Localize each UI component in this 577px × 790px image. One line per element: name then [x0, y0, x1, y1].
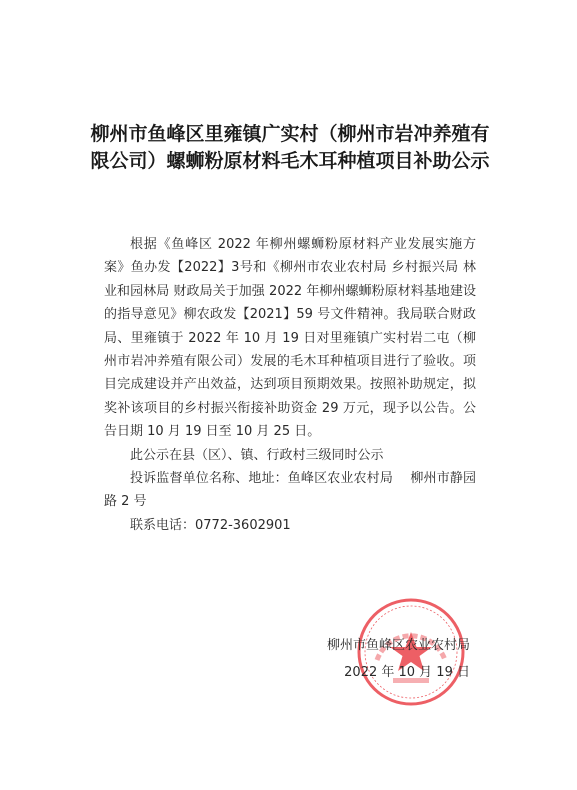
document-body [104, 233, 476, 537]
paragraph-contact-phone: 联系电话：0772-3602901 [130, 517, 291, 533]
paragraph-publicity-scope: 此公示在县（区）、镇、行政村三级同时公示 [130, 447, 384, 463]
paragraph-complaint-address: 投诉监督单位名称、地址：鱼峰区农业农村局 柳州市静园路 2 号 [104, 471, 476, 510]
signature-organization: 柳州市鱼峰区农业农村局 [326, 638, 470, 653]
paragraph-main: 根据《鱼峰区 2022 年柳州螺蛳粉原材料产业发展实施方案》鱼办发【2022】3号和《柳州市农业农村局 乡村振兴局 林业和园林局 财政局关于加强 2022 年柳州螺蛳粉原材料基地建设的指导意见》柳农政发【2021】59 号文件精神。我局联合财政局、里雍镇于 2022 年 10 月 19 日对里雍镇广实村岩二屯（柳州市岩冲养殖有限公司）发展的毛木耳种植项目进行了验收。项目完成建设并产出效益，达到项目预期效果。按照补助规定，拟奖补该项目的乡村振兴衔接补助资金 29 万元，现予以公告。公告日期 10 月 19 日至 10 月 25 日。 [104, 237, 476, 440]
signature-date: 2022 年 10 月 19 日 [344, 665, 470, 680]
document-title: 柳州市鱼峰区里雍镇广实村（柳州市岩冲养殖有限公司）螺蛳粉原材料毛木耳种植项目补助公示 [90, 123, 490, 172]
